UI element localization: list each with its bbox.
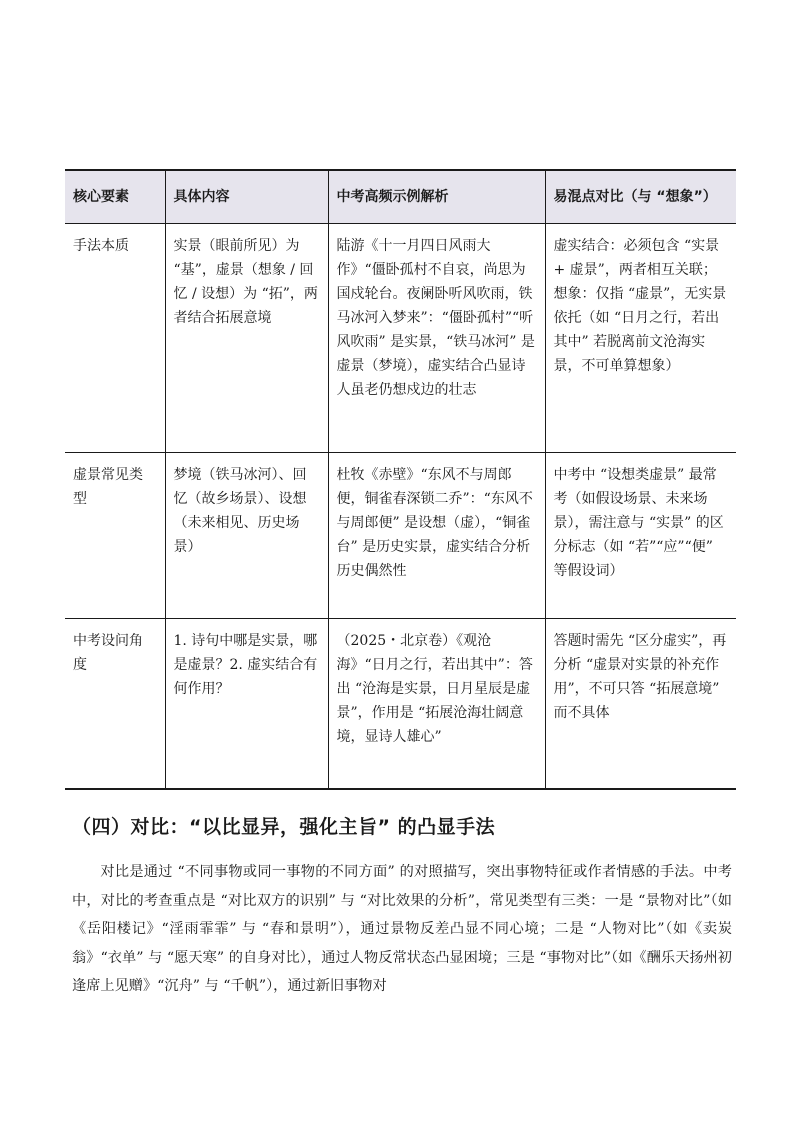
header-core-element: 核心要素 (65, 170, 165, 224)
table-cell: 陆游《十一月四日风雨大作》“僵卧孤村不自哀，尚思为国戍轮台。夜阑卧听风吹雨，铁马冰河入梦来”：“僵卧孤村”“听风吹雨” 是实景，“铁马冰河” 是虚景（梦境），虚实结合凸显诗人虽老仍想戍边的壮志 (328, 224, 545, 453)
table-cell: 1. 诗句中哪是实景，哪是虚景？2. 虚实结合有何作用？ (165, 619, 328, 790)
header-example-analysis: 中考高频示例解析 (328, 170, 545, 224)
table-row (65, 619, 736, 790)
table-cell: 梦境（铁马冰河）、回忆（故乡场景）、设想（未来相见、历史场景） (165, 453, 328, 619)
table-cell: 中考中 “设想类虚景” 最常考（如假设场景、未来场景），需注意与 “实景” 的区分标志（如 “若”“应”“便” 等假设词） (545, 453, 736, 619)
table-cell: 杜牧《赤壁》“东风不与周郎便，铜雀春深锁二乔”：“东风不与周郎便” 是设想（虚），“铜雀台” 是历史实景，虚实结合分析历史偶然性 (328, 453, 545, 619)
table-row (65, 453, 736, 619)
table-header-row (65, 170, 736, 224)
section-heading: （四）对比：“以比显异，强化主旨” 的凸显手法 (72, 816, 496, 838)
table-row (65, 224, 736, 453)
table-cell: 虚实结合：必须包含 “实景 + 虚景”，两者相互关联；想象：仅指 “虚景”，无实景依托（如 “日月之行，若出其中” 若脱离前文沧海实景，不可单算想象） (545, 224, 736, 453)
comparison-table (65, 169, 736, 790)
table-cell: 虚景常见类型 (65, 453, 165, 619)
table-cell: 手法本质 (65, 224, 165, 453)
table-cell: 实景（眼前所见）为 “基”，虚景（想象 / 回忆 / 设想）为 “拓”，两者结合拓展意境 (165, 224, 328, 453)
section-paragraph: 对比是通过 “不同事物或同一事物的不同方面” 的对照描写，突出事物特征或作者情感的手法。中考中，对比的考查重点是 “对比双方的识别” 与 “对比效果的分析”，常见类型有三类：一是 “景物对比”（如《岳阳楼记》“淫雨霏霏” 与 “春和景明”），通过景物反差凸显不同心境；二是 “人物对比”（如《卖炭翁》“衣单” 与 “愿天寒” 的自身对比），通过人物反常状态凸显困境；三是 “事物对比”（如《酬乐天扬州初逢席上见赠》“沉舟” 与 “千帆”），通过新旧事物对 (72, 864, 732, 994)
table-cell: （2025・北京卷）《观沧海》“日月之行，若出其中”：答出 “沧海是实景，日月星辰是虚景”，作用是 “拓展沧海壮阔意境，显诗人雄心” (328, 619, 545, 790)
table-cell: 答题时需先 “区分虚实”，再分析 “虚景对实景的补充作用”，不可只答 “拓展意境” 而不具体 (545, 619, 736, 790)
header-content: 具体内容 (165, 170, 328, 224)
header-confusion-comparison: 易混点对比（与 “想象”） (545, 170, 736, 224)
table-cell: 中考设问角度 (73, 633, 143, 673)
